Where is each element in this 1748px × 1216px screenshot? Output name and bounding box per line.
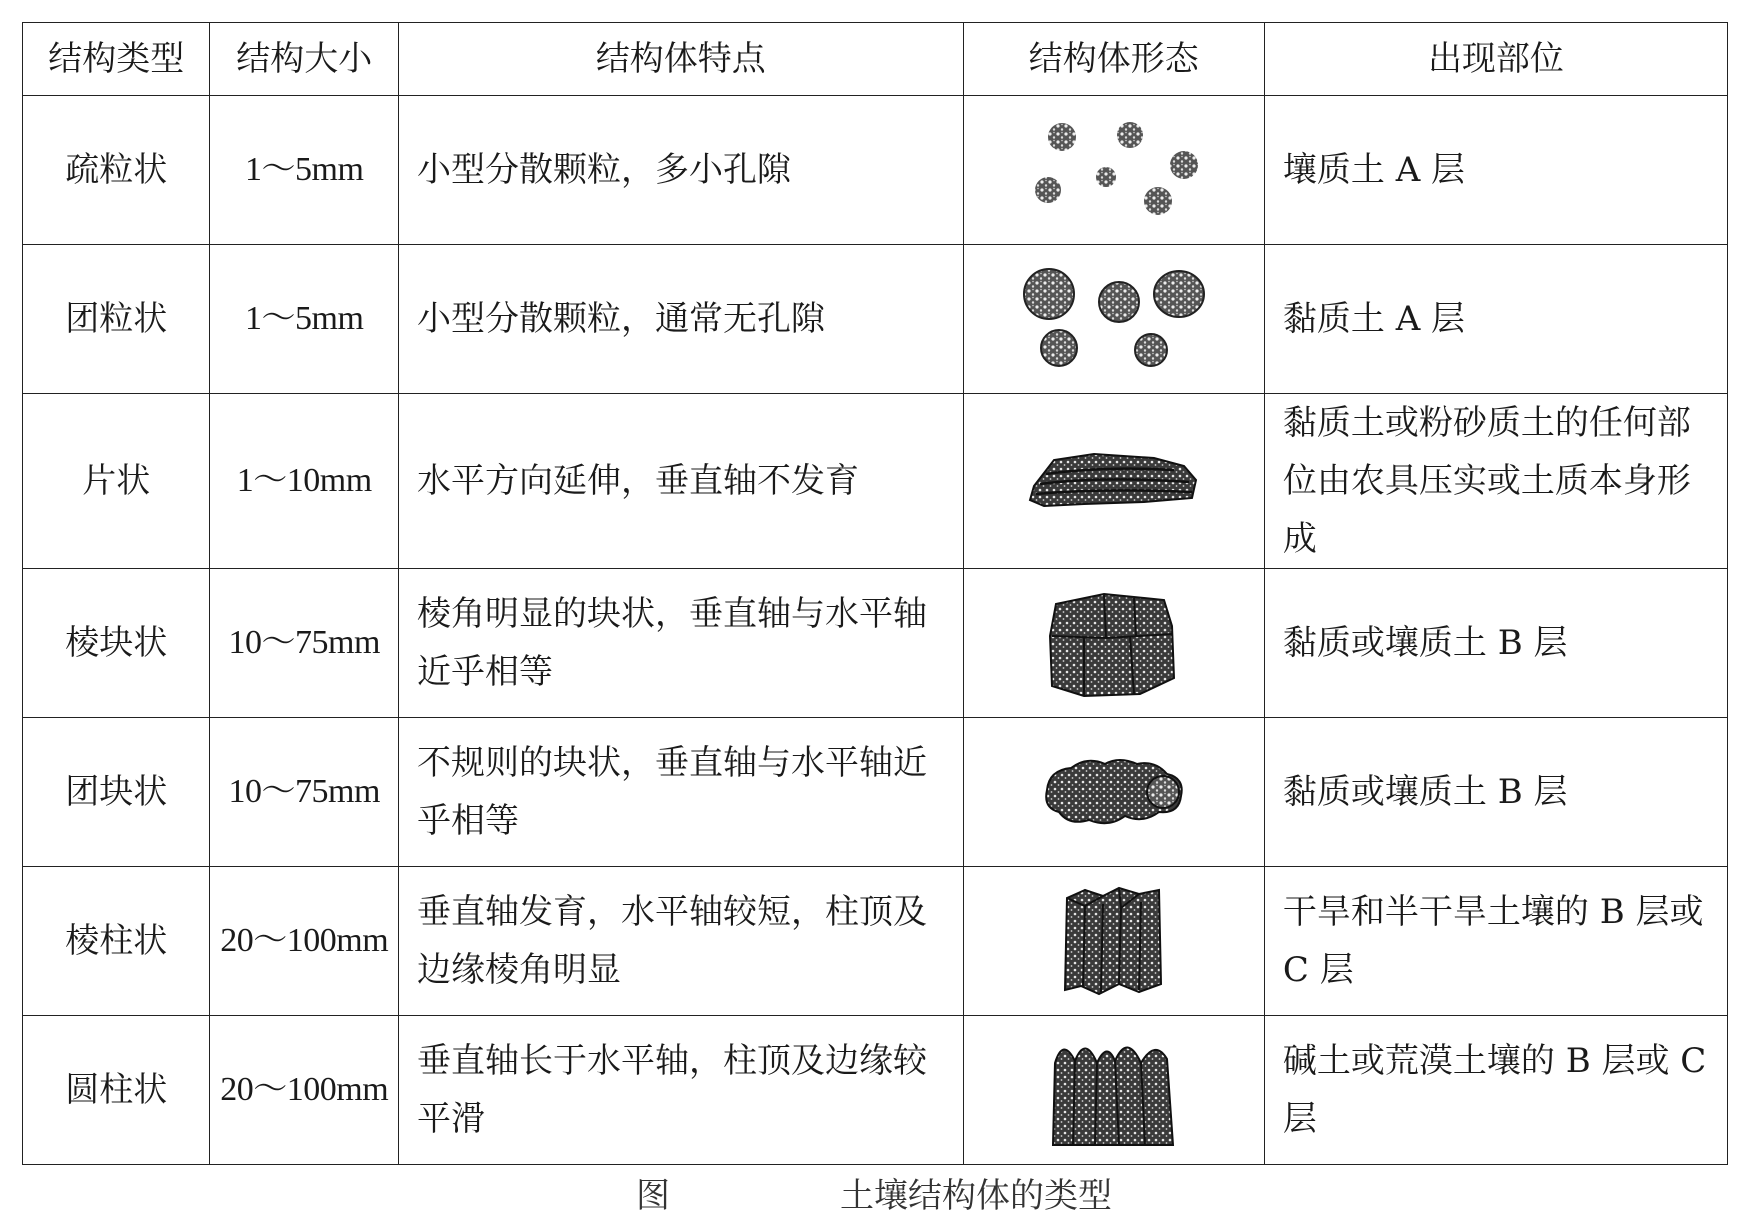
- header-occurrence-location: 出现部位: [1264, 23, 1727, 96]
- structure-type-cell: 圆柱状: [23, 1016, 210, 1165]
- structure-shape-cell: [963, 718, 1264, 867]
- prismatic-icon: [1059, 884, 1169, 999]
- structure-feature-cell: 小型分散颗粒，通常无孔隙: [399, 245, 964, 394]
- table-row: [23, 96, 1728, 245]
- columnar-icon: [1049, 1033, 1179, 1148]
- occurrence-location-cell: 干旱和半干旱土壤的 B 层或 C 层: [1264, 867, 1727, 1016]
- platy-layer-icon: [1024, 446, 1204, 516]
- structure-shape-cell: [963, 394, 1264, 569]
- structure-size-cell: 20～100mm: [210, 1016, 399, 1165]
- structure-size-cell: 1～5mm: [210, 96, 399, 245]
- structure-shape-cell: [963, 867, 1264, 1016]
- header-structure-feature: 结构体特点: [399, 23, 964, 96]
- structure-feature-cell: 垂直轴发育，水平轴较短，柱顶及边缘棱角明显: [399, 867, 964, 1016]
- structure-shape-cell: [963, 1016, 1264, 1165]
- angular-blocky-icon: [1044, 586, 1184, 701]
- structure-size-cell: 10～75mm: [210, 718, 399, 867]
- structure-size-cell: 1～10mm: [210, 394, 399, 569]
- table-row: [23, 1016, 1728, 1165]
- header-structure-type: 结构类型: [23, 23, 210, 96]
- structure-size-cell: 1～5mm: [210, 245, 399, 394]
- soil-structure-table: [22, 22, 1728, 1165]
- structure-shape-cell: [963, 245, 1264, 394]
- structure-type-cell: 团粒状: [23, 245, 210, 394]
- structure-shape-cell: [963, 96, 1264, 245]
- structure-size-cell: 10～75mm: [210, 569, 399, 718]
- structure-feature-cell: 棱角明显的块状，垂直轴与水平轴近乎相等: [399, 569, 964, 718]
- table-caption: 图 土壤结构体的类型: [636, 1176, 1112, 1216]
- granular-loose-icon: [1024, 115, 1204, 225]
- structure-type-cell: 团块状: [23, 718, 210, 867]
- table-row: [23, 245, 1728, 394]
- occurrence-location-cell: 黏质土或粉砂质土的任何部位由农具压实或土质本身形成: [1264, 394, 1727, 569]
- structure-size-cell: 20～100mm: [210, 867, 399, 1016]
- occurrence-location-cell: 黏质或壤质土 B 层: [1264, 718, 1727, 867]
- table-row: [23, 569, 1728, 718]
- occurrence-location-cell: 黏质或壤质土 B 层: [1264, 569, 1727, 718]
- table-row: [23, 718, 1728, 867]
- structure-type-cell: 片状: [23, 394, 210, 569]
- table-row: [23, 867, 1728, 1016]
- table-header-row: [23, 23, 1728, 96]
- structure-type-cell: 棱块状: [23, 569, 210, 718]
- table-row: [23, 394, 1728, 569]
- crumb-granules-icon: [1019, 264, 1209, 374]
- structure-type-cell: 疏粒状: [23, 96, 210, 245]
- structure-feature-cell: 小型分散颗粒，多小孔隙: [399, 96, 964, 245]
- structure-feature-cell: 不规则的块状，垂直轴与水平轴近乎相等: [399, 718, 964, 867]
- structure-feature-cell: 水平方向延伸，垂直轴不发育: [399, 394, 964, 569]
- occurrence-location-cell: 壤质土 A 层: [1264, 96, 1727, 245]
- subangular-blocky-icon: [1039, 752, 1189, 832]
- structure-shape-cell: [963, 569, 1264, 718]
- occurrence-location-cell: 黏质土 A 层: [1264, 245, 1727, 394]
- header-structure-size: 结构大小: [210, 23, 399, 96]
- occurrence-location-cell: 碱土或荒漠土壤的 B 层或 C 层: [1264, 1016, 1727, 1165]
- structure-type-cell: 棱柱状: [23, 867, 210, 1016]
- structure-feature-cell: 垂直轴长于水平轴，柱顶及边缘较平滑: [399, 1016, 964, 1165]
- header-structure-shape: 结构体形态: [963, 23, 1264, 96]
